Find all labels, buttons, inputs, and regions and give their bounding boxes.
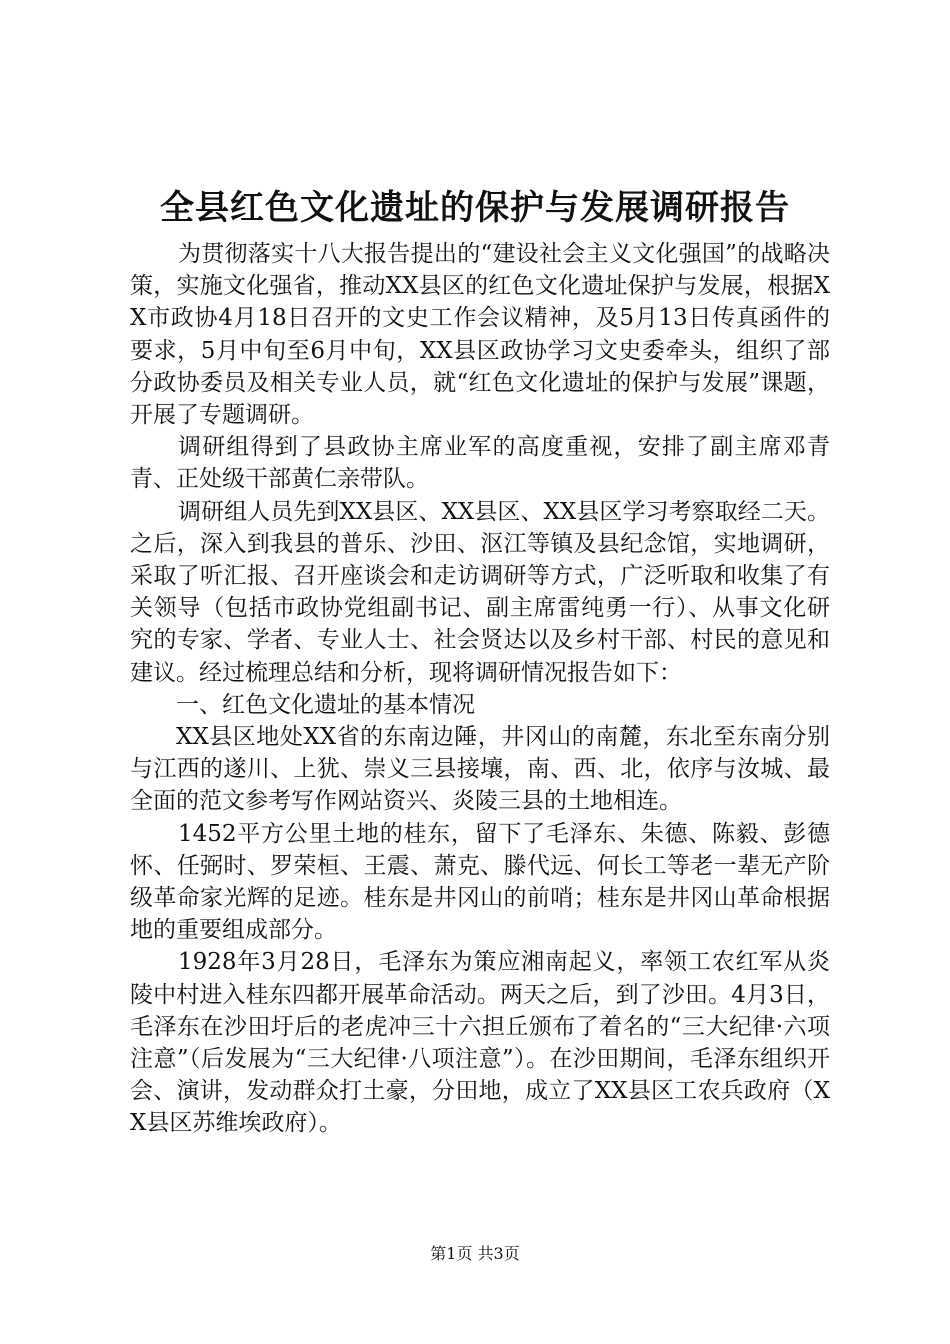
- paragraph-research-method: 调研组人员先到XX县区、XX县区、XX县区学习考察取经二天。之后，深入到我县的普乐、沙田、沤江等镇及县纪念馆，实地调研，采取了听汇报、召开座谈会和走访调研等方式，广泛听取和收集了有关领导（包括市政协党组副书记、副主席雷纯勇一行）、从事文化研究的专家、学者、专业人士、社会贤达以及乡村干部、村民的意见和建议。经过梳理总结和分析，现将调研情况报告如下：: [130, 498, 830, 686]
- paragraph-geography: XX县区地处XX省的东南边陲，井冈山的南麓，东北至东南分别与江西的遂川、上犹、崇义三县接壤，南、西、北，依序与汝城、最全面的范文参考写作网站资兴、炎陵三县的土地相连。: [130, 724, 830, 815]
- paragraph-history: 1452平方公里土地的桂东，留下了毛泽东、朱德、陈毅、彭德怀、任弼时、罗荣桓、王震、萧克、滕代远、何长工等老一辈无产阶级革命家光辉的足迹。桂东是井冈山的前哨；桂东是井冈山革命根据地的重要组成部分。: [130, 820, 830, 944]
- document-body: [130, 238, 830, 1140]
- paragraph-intro: 为贯彻落实十八大报告提出的“建设社会主义文化强国”的战略决策，实施文化强省，推动XX县区的红色文化遗址保护与发展，根据XX市政协4月18日召开的文史工作会议精神，及5月13日传真函件的要求，5月中旬至6月中旬，XX县区政协学习文史委牵头，组织了部分政协委员及相关专业人员，就“红色文化遗址的保护与发展”课题，开展了专题调研。: [130, 241, 830, 429]
- paragraph-leadership: 调研组得到了县政协主席业军的高度重视，安排了副主席邓青青、正处级干部黄仁亲带队。: [130, 434, 830, 493]
- section-heading-1: 一、红色文化遗址的基本情况: [176, 691, 475, 718]
- page-footer: 第1页 共3页: [430, 1244, 520, 1263]
- paragraph-events-1928: 1928年3月28日，毛泽东为策应湘南起义，率领工农红军从炎陵中村进入桂东四都开展革命活动。两天之后，到了沙田。4月3日，毛泽东在沙田圩后的老虎冲三十六担丘颁布了着名的“三大纪律·六项注意”（后发展为“三大纪律·八项注意”）。在沙田期间，毛泽东组织开会、演讲，发动群众打土豪，分田地，成立了XX县区工农兵政府（XX县区苏维埃政府）。: [130, 949, 830, 1137]
- document-title: 全县红色文化遗址的保护与发展调研报告: [160, 188, 790, 228]
